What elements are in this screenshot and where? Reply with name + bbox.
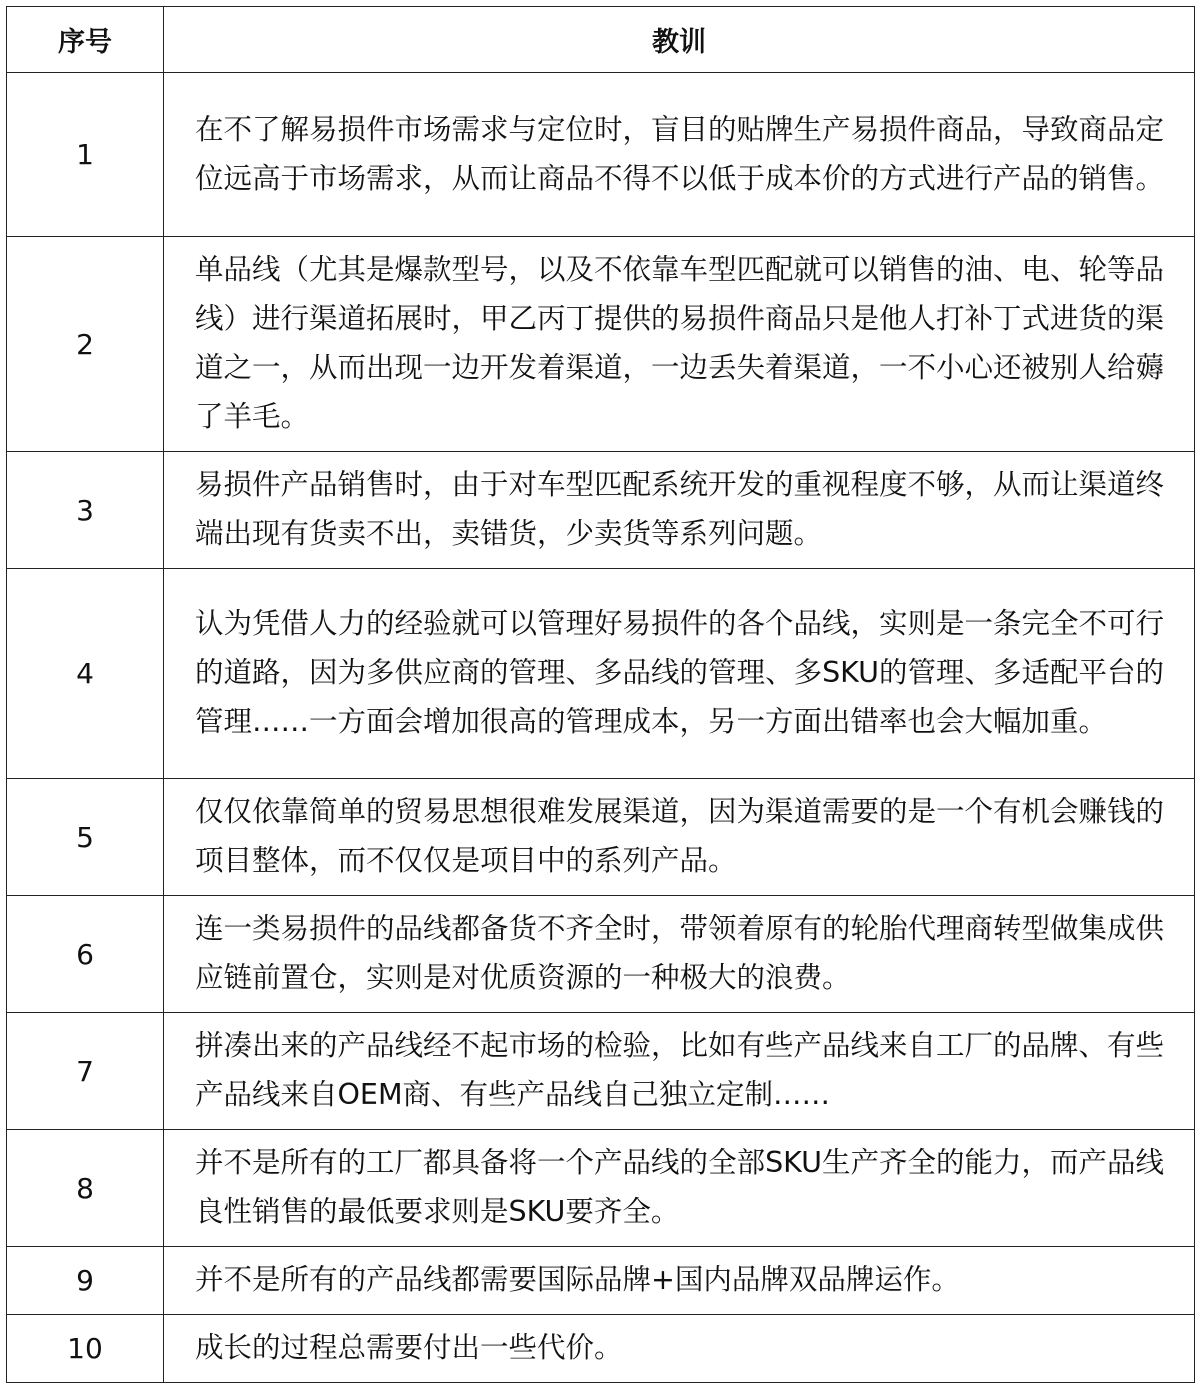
row-index: 2 <box>7 237 164 452</box>
header-row <box>7 7 1195 73</box>
table-row <box>7 779 1195 896</box>
row-index: 1 <box>7 73 164 237</box>
row-index: 3 <box>7 452 164 569</box>
table-row <box>7 237 1195 452</box>
row-index: 9 <box>7 1247 164 1315</box>
row-index: 5 <box>7 779 164 896</box>
row-lesson: 并不是所有的工厂都具备将一个产品线的全部SKU生产齐全的能力，而产品线良性销售的最低要求则是SKU要齐全。 <box>164 1130 1195 1247</box>
row-lesson: 并不是所有的产品线都需要国际品牌+国内品牌双品牌运作。 <box>164 1247 1195 1315</box>
lessons-table <box>6 6 1195 1383</box>
table-row <box>7 1013 1195 1130</box>
row-lesson: 成长的过程总需要付出一些代价。 <box>164 1315 1195 1383</box>
header-index: 序号 <box>7 7 164 73</box>
row-lesson: 认为凭借人力的经验就可以管理好易损件的各个品线，实则是一条完全不可行的道路，因为多供应商的管理、多品线的管理、多SKU的管理、多适配平台的管理……一方面会增加很高的管理成本，另一方面出错率也会大幅加重。 <box>164 569 1195 779</box>
table-row <box>7 1130 1195 1247</box>
row-index: 10 <box>7 1315 164 1383</box>
table-row <box>7 896 1195 1013</box>
table-row <box>7 569 1195 779</box>
table-row <box>7 1247 1195 1315</box>
row-index: 6 <box>7 896 164 1013</box>
table-row <box>7 1315 1195 1383</box>
row-lesson: 仅仅依靠简单的贸易思想很难发展渠道，因为渠道需要的是一个有机会赚钱的项目整体，而不仅仅是项目中的系列产品。 <box>164 779 1195 896</box>
table-row <box>7 73 1195 237</box>
row-lesson: 在不了解易损件市场需求与定位时，盲目的贴牌生产易损件商品，导致商品定位远高于市场需求，从而让商品不得不以低于成本价的方式进行产品的销售。 <box>164 73 1195 237</box>
row-lesson: 拼凑出来的产品线经不起市场的检验，比如有些产品线来自工厂的品牌、有些产品线来自OEM商、有些产品线自己独立定制…… <box>164 1013 1195 1130</box>
row-index: 7 <box>7 1013 164 1130</box>
header-lesson: 教训 <box>164 7 1195 73</box>
table-row <box>7 452 1195 569</box>
row-lesson: 易损件产品销售时，由于对车型匹配系统开发的重视程度不够，从而让渠道终端出现有货卖不出，卖错货，少卖货等系列问题。 <box>164 452 1195 569</box>
row-index: 4 <box>7 569 164 779</box>
row-index: 8 <box>7 1130 164 1247</box>
row-lesson: 单品线（尤其是爆款型号，以及不依靠车型匹配就可以销售的油、电、轮等品线）进行渠道拓展时，甲乙丙丁提供的易损件商品只是他人打补丁式进货的渠道之一，从而出现一边开发着渠道，一边丢失着渠道，一不小心还被别人给薅了羊毛。 <box>164 237 1195 452</box>
row-lesson: 连一类易损件的品线都备货不齐全时，带领着原有的轮胎代理商转型做集成供应链前置仓，实则是对优质资源的一种极大的浪费。 <box>164 896 1195 1013</box>
